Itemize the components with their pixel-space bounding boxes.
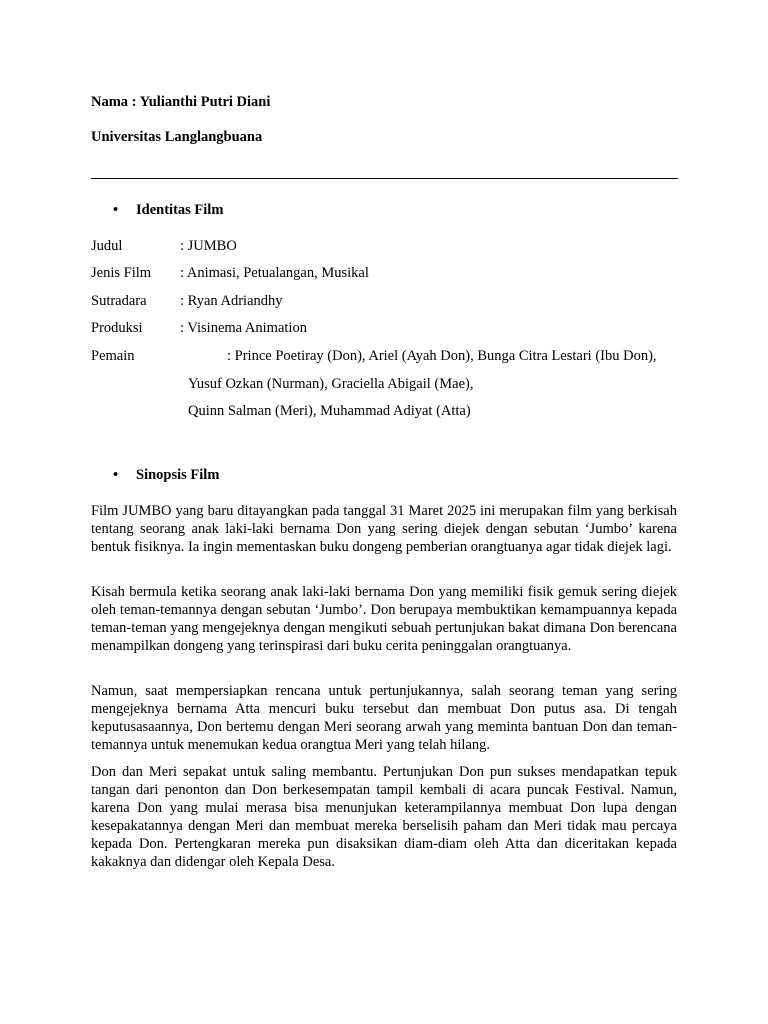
- row-label-judul: Judul: [91, 238, 123, 254]
- pemain-continuation-2: Quinn Salman (Meri), Muhammad Adiyat (Atta): [188, 403, 471, 419]
- university-name: Universitas Langlangbuana: [91, 129, 263, 145]
- row-value-judul: : JUMBO: [180, 238, 237, 254]
- row-value-sutradara: : Ryan Adriandhy: [180, 293, 283, 309]
- synopsis-heading: Sinopsis Film: [136, 467, 220, 483]
- row-value-pemain: : Prince Poetiray (Don), Ariel (Ayah Don), Bunga Citra Lestari (Ibu Don),: [227, 348, 657, 364]
- row-label-produksi: Produksi: [91, 320, 143, 336]
- synopsis-paragraph-4: Don dan Meri sepakat untuk saling membantu. Pertunjukan Don pun sukses mendapatkan tepuk tangan dari penonton dan Don berkesempatan tampil kembali di acara puncak Festival. Namun, karena Don yang mulai merasa bisa menunjukan keterampilannya membuat Don lupa dengan kesepakatannya dengan Meri dan membuat mereka berselisih paham dan Meri tidak mau percaya kepada Don. Pertengkaran mereka pun disaksikan diam-diam oleh Atta dan diceritakan kepada kakaknya dan didengar oleh Kepala Desa.: [91, 764, 677, 870]
- pemain-continuation-1: Yusuf Ozkan (Nurman), Graciella Abigail (Mae),: [188, 376, 474, 392]
- row-label-pemain: Pemain: [91, 348, 135, 364]
- row-value-produksi: : Visinema Animation: [180, 320, 307, 336]
- row-label-jenis-film: Jenis Film: [91, 265, 152, 281]
- bullet-icon: •: [113, 202, 119, 218]
- row-label-sutradara: Sutradara: [91, 293, 147, 309]
- synopsis-paragraph-1: Film JUMBO yang baru ditayangkan pada tanggal 31 Maret 2025 ini merupakan film yang berkisah tentang seorang anak laki-laki bernama Don yang sering diejek dengan sebutan ‘Jumbo’ karena bentuk fisiknya. Ia ingin mementaskan buku dongeng pemberian orangtuanya agar tidak diejek lagi.: [91, 503, 677, 555]
- horizontal-rule: [91, 178, 678, 179]
- row-value-jenis-film: : Animasi, Petualangan, Musikal: [180, 265, 369, 281]
- synopsis-paragraph-2: Kisah bermula ketika seorang anak laki-laki bernama Don yang memiliki fisik gemuk sering diejek oleh teman-temannya dengan sebutan ‘Jumbo’. Don berupaya membuktikan kemampuannya kepada teman-teman yang mengejeknya dengan mengikuti sebuah pertunjukan bakat dimana Don berencana menampilkan dongeng yang terinspirasi dari buku cerita peninggalan orangtuanya.: [91, 584, 677, 654]
- identity-heading: Identitas Film: [136, 202, 224, 218]
- bullet-icon: •: [113, 467, 119, 483]
- student-name: Nama : Yulianthi Putri Diani: [91, 94, 271, 110]
- synopsis-paragraph-3: Namun, saat mempersiapkan rencana untuk pertunjukannya, salah seorang teman yang sering mengejeknya bernama Atta mencuri buku tersebut dan membuat Don putus asa. Di tengah keputusasaannya, Don bertemu dengan Meri seorang arwah yang meminta bantuan Don dan teman-temannya untuk menemukan kedua orangtua Meri yang telah hilang.: [91, 683, 677, 753]
